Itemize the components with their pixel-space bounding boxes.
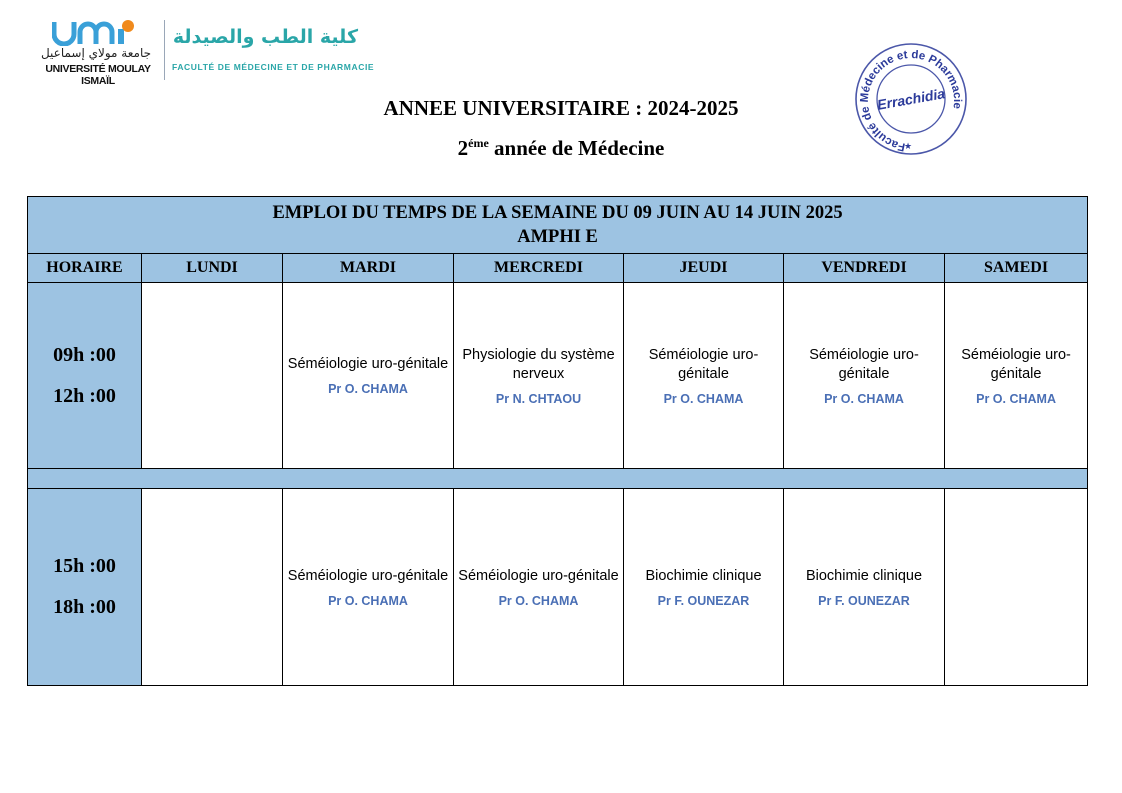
morning-row	[28, 283, 1088, 469]
column-header-horaire: HORAIRE	[28, 254, 142, 283]
slot-lundi-morning	[142, 283, 283, 469]
university-name-latin: UNIVERSITÉ MOULAY ISMAÏL	[45, 63, 151, 87]
professor-name: Pr O. CHAMA	[663, 391, 744, 406]
stamp-center-text: Errachidia	[875, 85, 947, 113]
timetable	[27, 196, 1088, 686]
course-title: Séméiologie uro-génitale	[458, 567, 619, 584]
faculty-logo	[170, 26, 375, 76]
slot-mardi-morning	[283, 283, 454, 469]
professor-name: Pr O. CHAMA	[328, 593, 408, 608]
slot-mardi-afternoon	[283, 489, 454, 686]
star-icon: ★	[904, 141, 913, 151]
lunch-separator-row	[28, 469, 1088, 489]
course-title: Séméiologie uro-génitale	[961, 346, 1071, 382]
class-title: $2^{éme}$ année de Médecine	[457, 136, 665, 160]
slot-vendredi-afternoon	[784, 489, 945, 686]
umi-logo-mark	[52, 20, 142, 46]
afternoon-row	[28, 489, 1088, 686]
column-header-mercredi: MERCREDI	[454, 254, 624, 283]
afternoon-start: 15h :00	[53, 555, 116, 577]
slot-mercredi-morning	[454, 283, 624, 469]
professor-name: Pr O. CHAMA	[824, 391, 904, 406]
morning-hours	[28, 283, 142, 469]
logo-divider	[164, 20, 165, 80]
professor-name: Pr O. CHAMA	[498, 593, 579, 608]
course-title: Séméiologie uro-génitale	[809, 346, 919, 382]
professor-name: Pr F. OUNEZAR	[818, 593, 910, 608]
course-title: Physiologie du système nerveux	[462, 346, 615, 382]
university-logo	[38, 20, 158, 87]
faculty-name-arabic: كلية الطب والصيدلة	[172, 26, 358, 48]
slot-jeudi-afternoon	[624, 489, 784, 686]
professor-name: Pr N. CHTAOU	[495, 391, 582, 406]
course-title: Séméiologie uro-génitale	[648, 346, 759, 382]
column-header-samedi: SAMEDI	[945, 254, 1088, 283]
column-header-lundi: LUNDI	[142, 254, 283, 283]
course-title: Séméiologie uro-génitale	[287, 356, 449, 372]
faculty-name-latin: FACULTÉ DE MÉDECINE ET DE PHARMACIE	[172, 62, 375, 72]
slot-vendredi-morning	[784, 283, 945, 469]
lunch-separator	[28, 469, 1088, 489]
afternoon-hours	[28, 489, 142, 686]
slot-lundi-afternoon	[142, 489, 283, 686]
timetable-banner	[28, 197, 1088, 254]
university-name-arabic: جامعة مولاي إسماعيل	[40, 46, 152, 60]
week-title: EMPLOI DU TEMPS DE LA SEMAINE DU 09 JUIN AU 14 JUIN 2025	[272, 203, 843, 223]
course-title: Biochimie clinique	[645, 567, 762, 584]
day-header-row	[28, 254, 1088, 283]
column-header-vendredi: VENDREDI	[784, 254, 945, 283]
slot-mercredi-afternoon	[454, 489, 624, 686]
professor-name: Pr F. OUNEZAR	[657, 593, 750, 608]
morning-end: 12h :00	[53, 384, 116, 407]
academic-year-title: ANNEE UNIVERSITAIRE : 2024-2025	[383, 96, 739, 120]
column-header-jeudi: JEUDI	[624, 254, 784, 283]
morning-start: 09h :00	[53, 343, 116, 366]
slot-jeudi-morning	[624, 283, 784, 469]
room-title: AMPHI E	[517, 227, 598, 247]
slot-samedi-morning	[945, 283, 1088, 469]
professor-name: Pr O. CHAMA	[976, 391, 1056, 406]
professor-name: Pr O. CHAMA	[328, 382, 408, 396]
slot-samedi-afternoon	[945, 489, 1088, 686]
course-title: Séméiologie uro-génitale	[287, 567, 449, 584]
stamp-ring-text: Faculté de Médecine et de Pharmacie	[858, 48, 964, 153]
afternoon-end: 18h :00	[53, 596, 116, 618]
course-title: Biochimie clinique	[805, 567, 923, 584]
column-header-mardi: MARDI	[283, 254, 454, 283]
